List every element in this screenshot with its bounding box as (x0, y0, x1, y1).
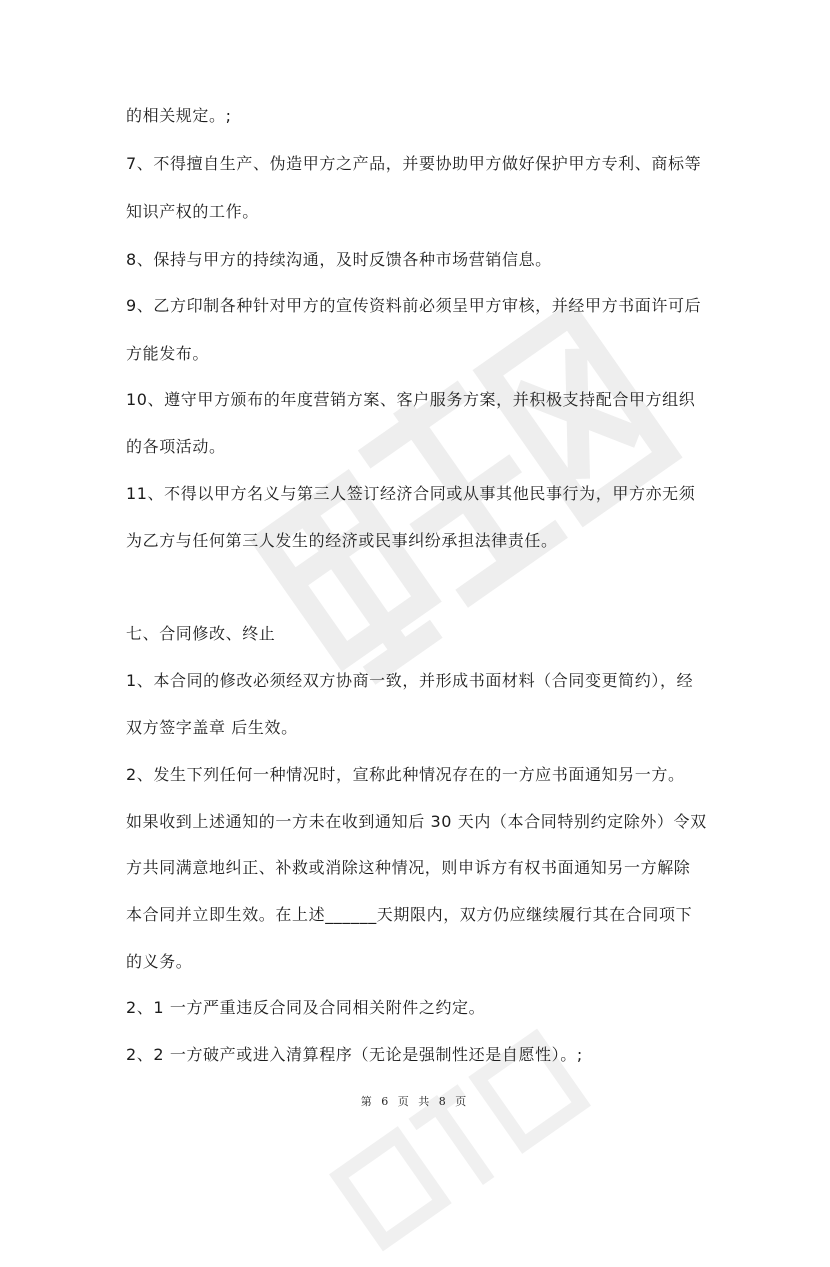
text-line: 8、保持与甲方的持续沟通，及时反馈各种市场营销信息。 (126, 250, 552, 269)
text-line: 2、2 一方破产或进入清算程序（无论是强制性还是自愿性）。; (126, 1045, 583, 1064)
text-line: 的相关规定。; (126, 106, 232, 125)
text-line: 本合同并立即生效。在上述______天期限内，双方仍应继续履行其在合同项下 (126, 905, 693, 924)
text-line: 1、本合同的修改必须经双方协商一致，并形成书面材料（合同变更简约），经 (126, 671, 694, 690)
text-line: 双方签字盖章 后生效。 (126, 718, 298, 737)
text-line: 为乙方与任何第三人发生的经济或民事纠纷承担法律责任。 (126, 531, 558, 550)
text-line: 11、不得以甲方名义与第三人签订经济合同或从事其他民事行为，甲方亦无须 (126, 484, 696, 503)
text-line: 如果收到上述通知的一方未在收到通知后 30 天内（本合同特别约定除外）令双 (126, 812, 707, 831)
text-line: 方能发布。 (126, 344, 210, 363)
text-line: 2、1 一方严重违反合同及合同相关附件之约定。 (126, 998, 486, 1017)
text-line: 9、乙方印制各种针对甲方的宣传资料前必须呈甲方审核，并经甲方书面许可后 (126, 296, 702, 315)
text-line: 的义务。 (126, 952, 193, 971)
page-number-footer: 第 6 页 共 8 页 (360, 1095, 470, 1108)
text-line: 7、不得擅自生产、伪造甲方之产品，并要协助甲方做好保护甲方专利、商标等 (126, 154, 702, 173)
text-line: 的各项活动。 (126, 437, 226, 456)
text-line: 知识产权的工作。 (126, 202, 259, 221)
text-line: 方共同满意地纠正、补救或消除这种情况，则申诉方有权书面通知另一方解除 (126, 858, 691, 877)
text-line: 10、遵守甲方颁布的年度营销方案、客户服务方案，并积极支持配合甲方组织 (126, 390, 696, 409)
section-heading: 七、合同修改、终止 (126, 624, 276, 643)
text-line: 2、发生下列任何一种情况时，宣称此种情况存在的一方应书面通知另一方。 (126, 765, 685, 784)
